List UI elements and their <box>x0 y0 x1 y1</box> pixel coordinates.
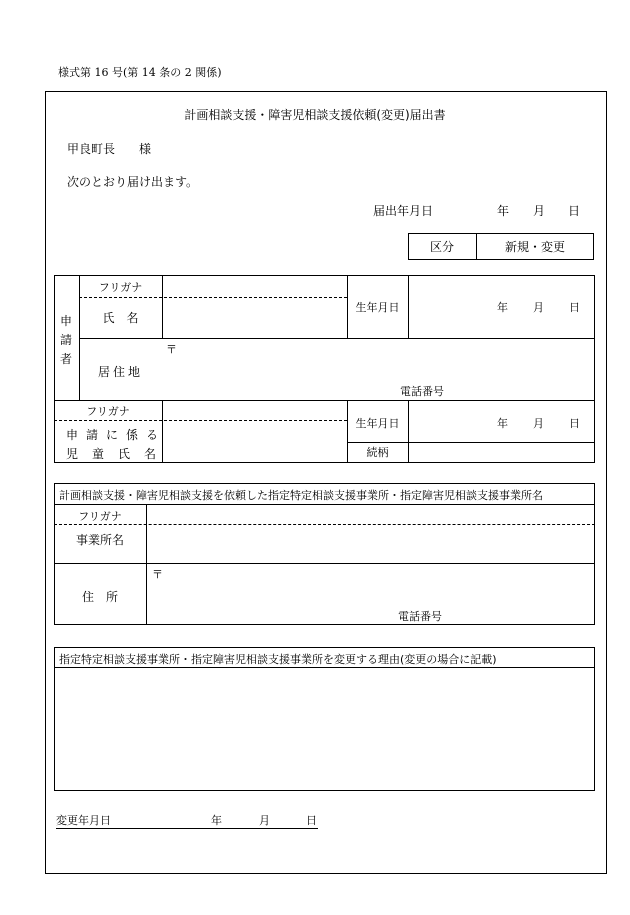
child-furigana-label: フリガナ <box>86 405 130 418</box>
office-postal-mark: 〒 <box>152 568 163 581</box>
child-birth-label: 生年月日 <box>355 417 400 430</box>
change-date-underline <box>56 828 318 829</box>
applicant-address-label: 居住地 <box>97 365 143 379</box>
applicant-side-char-3: 者 <box>60 352 73 366</box>
child-birth-year: 年 <box>497 417 508 430</box>
child-label-line2: 児童氏名 <box>66 447 171 461</box>
intro-text: 次のとおり届け出ます。 <box>67 175 199 189</box>
reason-box <box>54 647 595 791</box>
office-name-label: 事業所名 <box>75 533 124 547</box>
child-label-line1: 申請に係る <box>66 428 167 442</box>
category-label: 区分 <box>429 240 454 254</box>
applicant-birth-day: 日 <box>569 301 580 314</box>
form-number: 様式第 16 号(第 14 条の 2 関係) <box>58 66 222 79</box>
change-date-day: 日 <box>306 814 317 827</box>
applicant-side-char-2: 請 <box>60 333 73 347</box>
office-header: 計画相談支援・障害児相談支援を依頼した指定特定相談支援事業所・指定障害児相談支援事業所名 <box>59 489 543 502</box>
applicant-side-char-1: 申 <box>60 314 73 328</box>
form-title: 計画相談支援・障害児相談支援依頼(変更)届出書 <box>184 108 446 122</box>
submission-year: 年 <box>497 204 510 218</box>
addressee: 甲良町長 様 <box>67 142 152 156</box>
applicant-postal-mark: 〒 <box>166 343 177 356</box>
office-address-label: 住 所 <box>81 590 118 604</box>
change-date-year: 年 <box>211 814 222 827</box>
submission-day: 日 <box>568 204 581 218</box>
child-birth-month: 月 <box>533 417 544 430</box>
office-phone-label: 電話番号 <box>398 610 442 623</box>
applicant-birth-month: 月 <box>533 301 544 314</box>
child-relation-label: 続柄 <box>366 446 389 459</box>
category-value[interactable]: 新規・変更 <box>504 240 565 254</box>
office-furigana-label: フリガナ <box>78 510 122 523</box>
applicant-name-label: 氏 名 <box>102 311 139 325</box>
child-birth-day: 日 <box>569 417 580 430</box>
applicant-phone-label: 電話番号 <box>400 385 444 398</box>
applicant-furigana-label: フリガナ <box>98 281 143 294</box>
change-date-label: 変更年月日 <box>56 814 111 827</box>
submission-month: 月 <box>533 204 546 218</box>
reason-header: 指定特定相談支援事業所・指定障害児相談支援事業所を変更する理由(変更の場合に記載) <box>59 653 497 666</box>
applicant-birth-year: 年 <box>497 301 508 314</box>
submission-date-label: 届出年月日 <box>373 204 434 218</box>
change-date-month: 月 <box>259 814 270 827</box>
applicant-birth-label: 生年月日 <box>355 301 400 314</box>
